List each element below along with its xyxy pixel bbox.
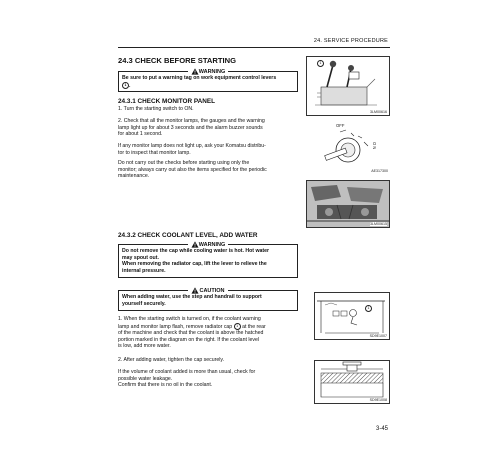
callout-1: 1 bbox=[317, 60, 324, 67]
figure-code: 3LM00615 bbox=[370, 222, 387, 226]
text-line: lamp light up for about 3 seconds and the alarm buzzer sounds bbox=[118, 124, 263, 131]
figure-radiator-cap bbox=[314, 292, 390, 340]
text-line: portion marked in the diagram on the right. If the coolant level bbox=[118, 336, 260, 343]
paragraph-leakage bbox=[118, 369, 304, 389]
caution-label: CAUTION bbox=[199, 287, 225, 294]
warning-label: WARNING bbox=[198, 241, 226, 248]
warning-text-1: Be sure to put a warning tag on work equipment control levers bbox=[122, 75, 277, 81]
paragraph-note bbox=[118, 143, 300, 156]
text-line: If the volume of coolant added is more than usual, check for bbox=[118, 369, 256, 375]
caution-box bbox=[118, 291, 298, 311]
text-line bbox=[118, 323, 304, 330]
text-line: tor to inspect that monitor lamp. bbox=[118, 149, 191, 156]
text-line: 1. When the starting switch is turned on, if the coolant warning bbox=[118, 316, 261, 322]
coolant-level-illustration bbox=[315, 361, 389, 403]
engine-compartment-illustration bbox=[307, 181, 389, 227]
paragraph-step2 bbox=[118, 118, 300, 138]
text-line: maintenance. bbox=[118, 173, 150, 180]
text-line: Confirm that there is no oil in the coolant. bbox=[118, 382, 213, 389]
text-line: Do not remove the cap while cooling water is hot. Hot water bbox=[122, 248, 270, 254]
header-rule bbox=[118, 47, 390, 48]
warning-box-1: Be sure to put a warning tag on work equipment control levers 1 . bbox=[118, 72, 298, 92]
figure-code: SD9E1007 bbox=[369, 334, 387, 338]
callout-1: 1 bbox=[365, 305, 372, 312]
section-title-24-3-1: 24.3.1 CHECK MONITOR PANEL bbox=[118, 98, 216, 105]
ref-number-1: 1 bbox=[122, 82, 129, 89]
text-line: possible water leakage. bbox=[118, 375, 173, 382]
text-line: Do not carry out the checks before starting using only the bbox=[118, 160, 250, 166]
on-label: O N bbox=[372, 142, 377, 150]
section-title-24-3-2: 24.3.2 CHECK COOLANT LEVEL, ADD WATER bbox=[118, 232, 258, 239]
text-line: yourself securely. bbox=[122, 300, 166, 307]
text-line: When removing the radiator cap, lift the lever to relieve the bbox=[122, 261, 267, 268]
text-line: monitor; always carry out also the items specified for the periodic bbox=[118, 166, 267, 173]
figure-coolant-level bbox=[314, 360, 390, 404]
figure-code: 3LM00616 bbox=[370, 110, 387, 114]
radiator-illustration bbox=[315, 293, 389, 339]
text-line: If any monitor lamp does not light up, ask your Komatsu distribu- bbox=[118, 143, 266, 149]
figure-code: SD9E1008 bbox=[369, 398, 387, 402]
off-label: OFF bbox=[336, 123, 345, 128]
text-line: internal pressure. bbox=[122, 267, 166, 274]
text-line: for about 1 second. bbox=[118, 131, 163, 138]
figure-machine-monitor bbox=[306, 180, 390, 228]
running-header: 24. SERVICE PROCEDURE bbox=[313, 38, 388, 44]
warning-label: WARNING bbox=[198, 68, 226, 75]
figure-key-switch bbox=[306, 120, 390, 174]
text-line: is low, add more water. bbox=[118, 343, 171, 350]
step-text: 1. Turn the starting switch to ON. bbox=[118, 106, 194, 112]
step-text: 2. After adding water, tighten the cap securely. bbox=[118, 357, 225, 363]
ref-number-1: 1 bbox=[234, 323, 241, 330]
text-line: may spout out. bbox=[122, 254, 159, 261]
figure-code: AE317300 bbox=[371, 169, 388, 173]
text-fragment: at the rear bbox=[242, 323, 266, 330]
text-line: of the machine and check that the coolant is above the hatched bbox=[118, 330, 264, 337]
text-line: When adding water, use the step and handrail to support bbox=[122, 294, 262, 300]
paragraph-checks bbox=[118, 160, 300, 180]
key-switch-illustration bbox=[306, 120, 390, 174]
page-number: 3-45 bbox=[375, 426, 388, 432]
figure-control-levers bbox=[306, 56, 390, 116]
text-line: 2. Check that all the monitor lamps, the gauges and the warning bbox=[118, 118, 265, 124]
paragraph-step1 bbox=[118, 316, 304, 350]
section-title-24-3: 24.3 CHECK BEFORE STARTING bbox=[118, 56, 236, 65]
warning-box-2 bbox=[118, 245, 298, 278]
text-fragment: lamp and monitor lamp flash, remove radiator cap bbox=[118, 323, 233, 330]
